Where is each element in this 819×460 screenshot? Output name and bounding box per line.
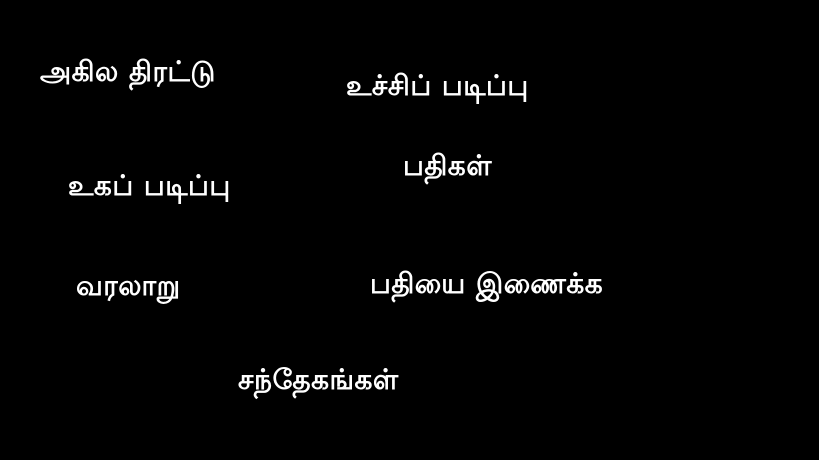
menu-item-pathigal[interactable]: பதிகள் — [403, 149, 492, 182]
menu-item-uchchip-padippu[interactable]: உச்சிப் படிப்பு — [346, 69, 529, 102]
menu-item-ugap-padippu[interactable]: உகப் படிப்பு — [68, 169, 231, 202]
menu-item-varalaru[interactable]: வரலாறு — [76, 269, 181, 302]
menu-item-santhegangal[interactable]: சந்தேகங்கள் — [238, 363, 399, 396]
menu-item-pathiyai-inaikka[interactable]: பதியை இணைக்க — [370, 267, 604, 300]
menu-item-akila-thirattu[interactable]: அகில திரட்டு — [40, 55, 216, 88]
